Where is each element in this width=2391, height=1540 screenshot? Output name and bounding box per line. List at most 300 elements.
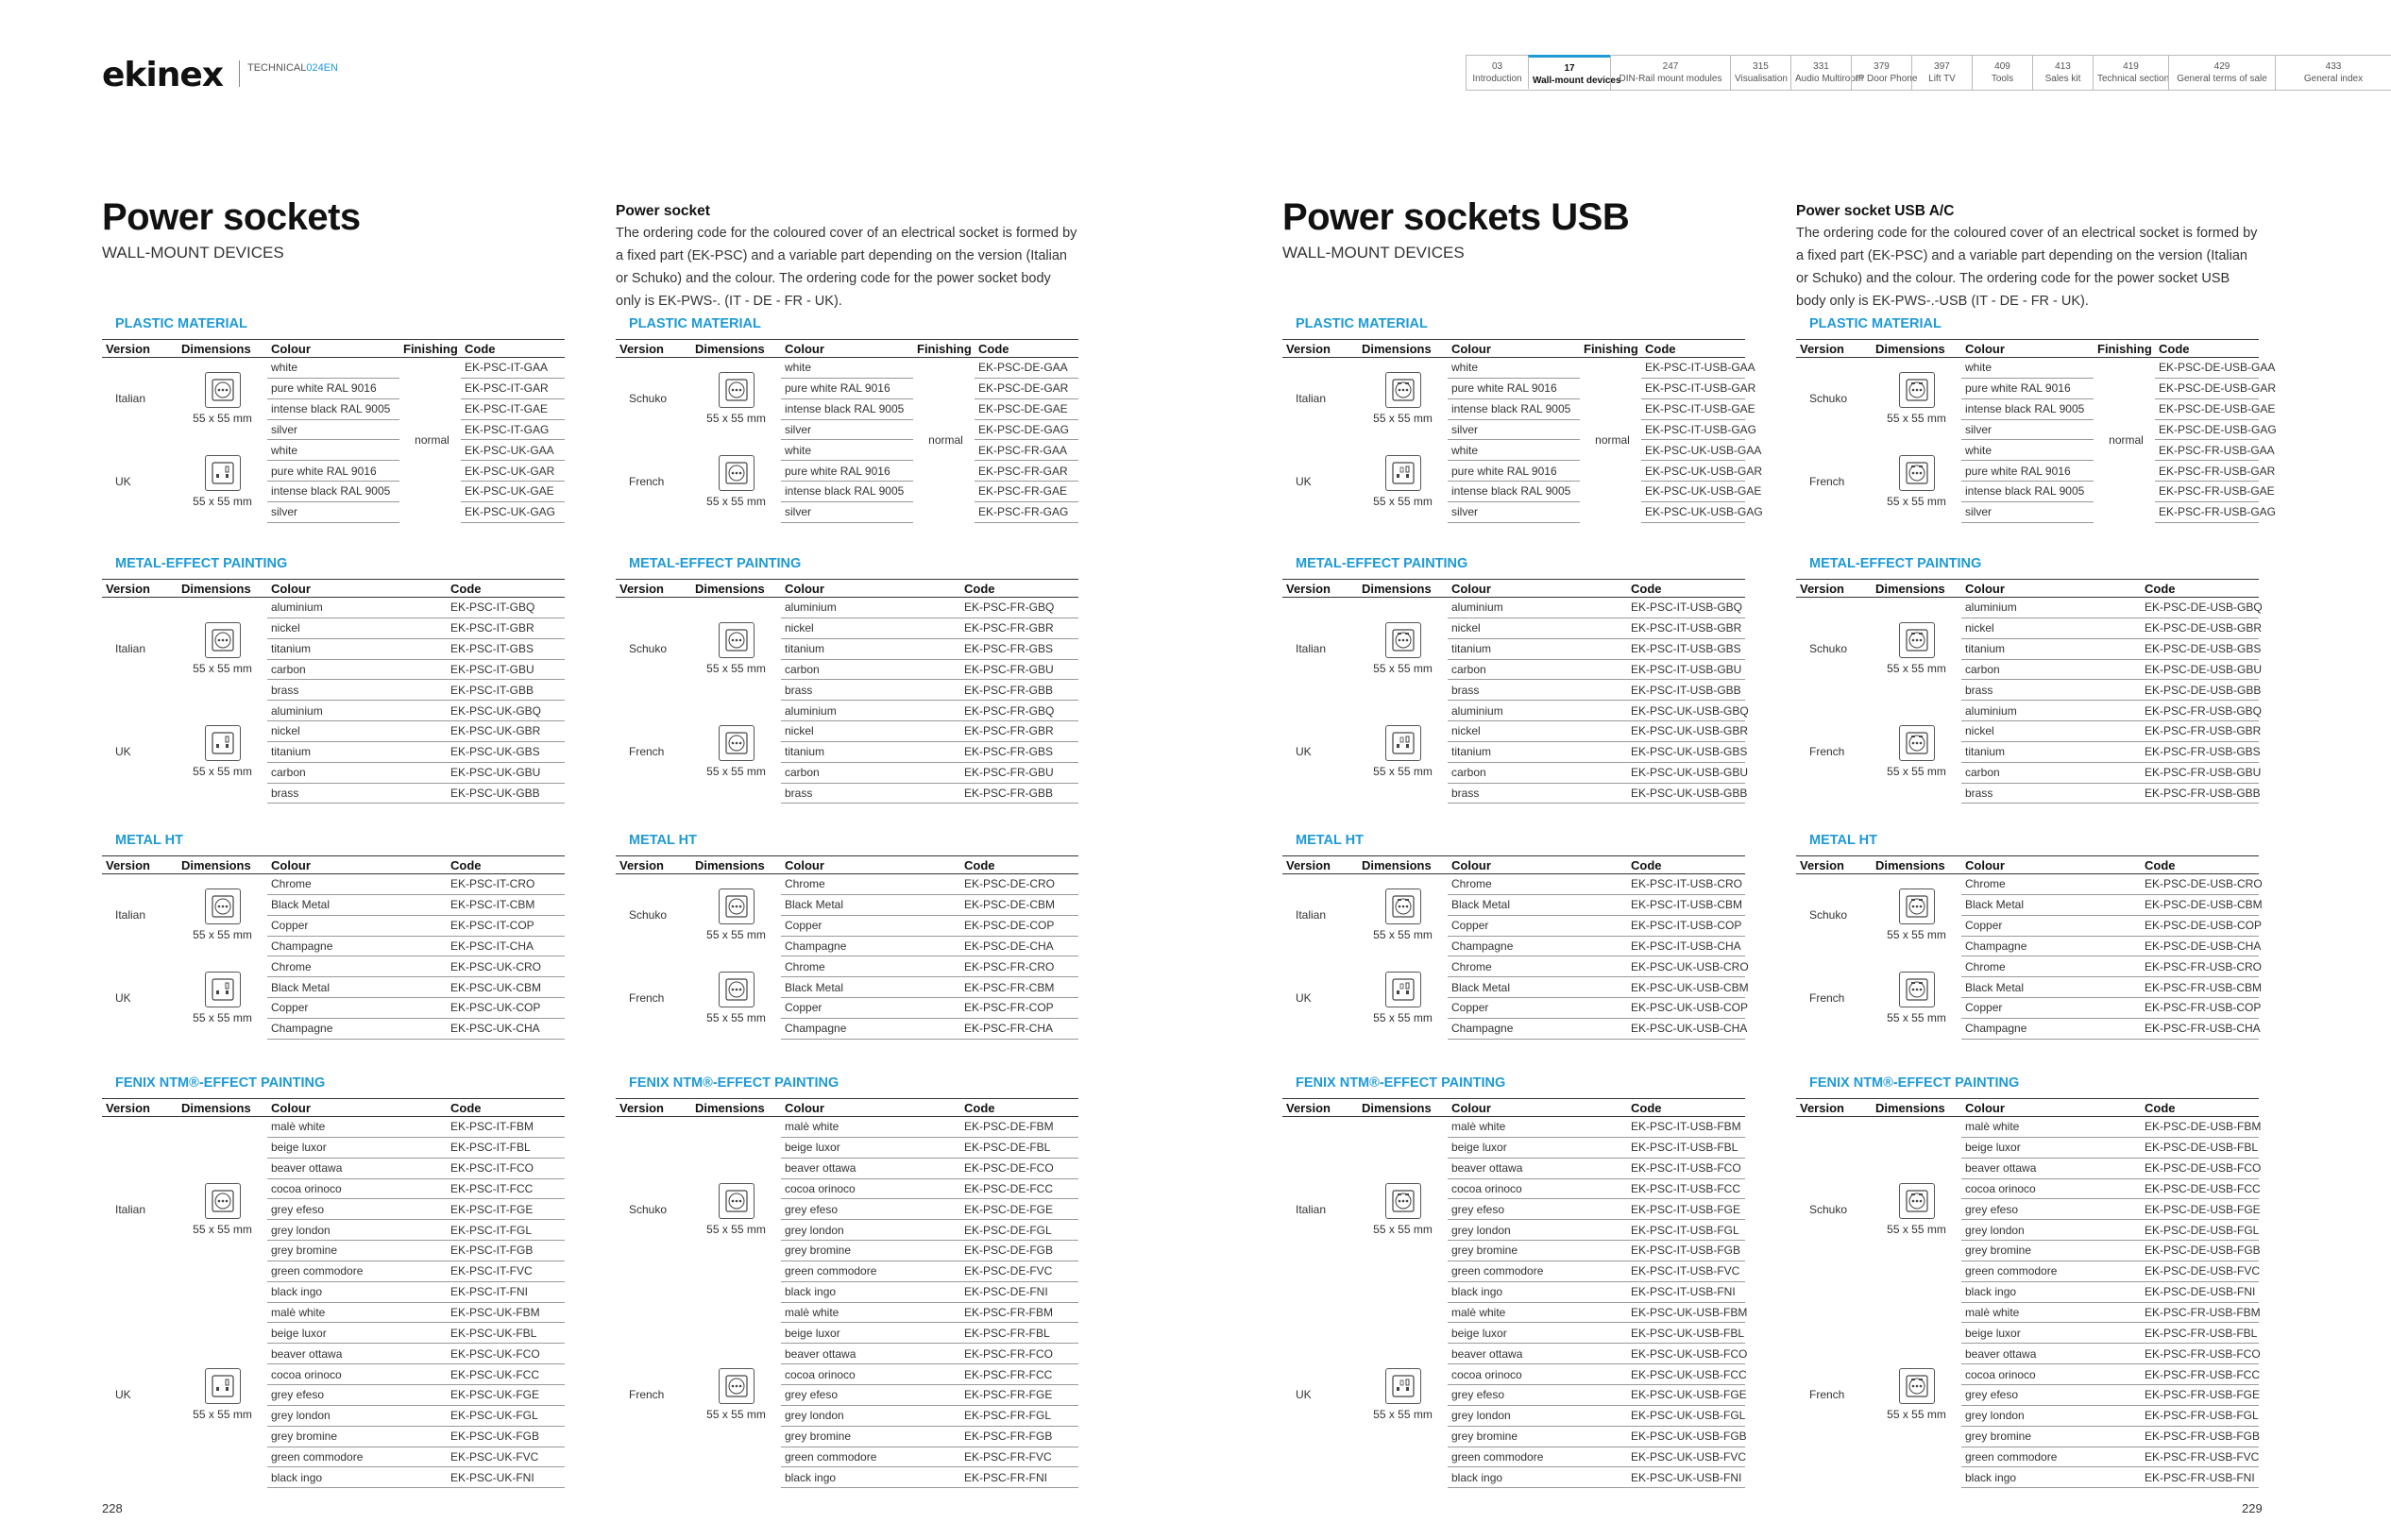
colour-cell: cocoa orinoco bbox=[1448, 1364, 1627, 1385]
logo-divider bbox=[239, 60, 240, 87]
colour-cell: grey london bbox=[781, 1220, 960, 1241]
section-metal-ht bbox=[1796, 831, 2263, 1040]
header-version: Version bbox=[1796, 1099, 1872, 1117]
dimension-cell bbox=[178, 1117, 267, 1303]
colour-cell: Champagne bbox=[1448, 1018, 1627, 1039]
section-title: METAL-EFFECT PAINTING bbox=[1809, 556, 1982, 571]
version-cell: Italian bbox=[115, 642, 146, 656]
dimension-text: 55 x 55 mm bbox=[1887, 928, 1946, 942]
intro-left bbox=[616, 201, 1078, 313]
colour-cell: grey efeso bbox=[781, 1384, 960, 1405]
code-cell: EK-PSC-FR-USB-CHA bbox=[2141, 1018, 2259, 1039]
code-cell: EK-PSC-FR-GAR bbox=[975, 461, 1078, 482]
colour-cell: grey bromine bbox=[781, 1241, 960, 1261]
code-cell: EK-PSC-UK-USB-GAE bbox=[1641, 482, 1745, 502]
code-cell: EK-PSC-UK-USB-FGE bbox=[1627, 1384, 1745, 1405]
code-cell: EK-PSC-UK-USB-FCC bbox=[1627, 1364, 1745, 1385]
section-title: METAL HT bbox=[629, 833, 697, 848]
colour-cell: intense black RAL 9005 bbox=[1448, 482, 1580, 502]
nav-item[interactable] bbox=[2032, 56, 2093, 90]
dimension-cell bbox=[691, 358, 781, 440]
table-row bbox=[1282, 874, 1745, 895]
table-row bbox=[1796, 358, 2259, 379]
uk-socket-icon bbox=[1385, 455, 1421, 491]
section-metal-ht bbox=[102, 831, 565, 1040]
header-code: Code bbox=[2141, 580, 2259, 598]
code-cell: EK-PSC-IT-GBS bbox=[447, 638, 565, 659]
version-cell: UK bbox=[115, 1388, 131, 1402]
dimension-text: 55 x 55 mm bbox=[1887, 662, 1946, 676]
version-cell: Italian bbox=[1296, 392, 1327, 406]
code-cell: EK-PSC-UK-CBM bbox=[447, 977, 565, 998]
version-cell: Schuko bbox=[1809, 392, 1848, 406]
nav-page-number: 397 bbox=[1934, 61, 1950, 72]
header-dimensions: Dimensions bbox=[1358, 340, 1448, 358]
section-title: METAL-EFFECT PAINTING bbox=[1296, 556, 1468, 571]
colour-cell: grey efeso bbox=[781, 1199, 960, 1220]
table-header bbox=[1282, 856, 1745, 874]
colour-cell: aluminium bbox=[1448, 701, 1627, 721]
colour-cell: Champagne bbox=[1961, 936, 2141, 956]
version-cell: French bbox=[629, 990, 665, 1005]
colour-cell: intense black RAL 9005 bbox=[1961, 482, 2094, 502]
nav-page-number: 315 bbox=[1753, 61, 1769, 72]
code-table bbox=[102, 339, 565, 523]
colour-cell: cocoa orinoco bbox=[781, 1178, 960, 1199]
code-cell: EK-PSC-UK-FBM bbox=[447, 1302, 565, 1323]
intro-text: The ordering code for the coloured cover of an electrical socket is formed by a fixed part (EK-PSC) and a variable part depending on the version (Italian or Schuko) and the colour. The ordering code for the power socket USB body only is EK-PWS-.-USB (IT - DE - FR - UK). bbox=[1796, 226, 2258, 309]
colour-cell: grey bromine bbox=[1961, 1426, 2141, 1447]
colour-cell: green commodore bbox=[267, 1447, 447, 1467]
round-socket-icon bbox=[205, 372, 241, 408]
colour-cell: black ingo bbox=[781, 1467, 960, 1488]
code-cell: EK-PSC-UK-FNI bbox=[447, 1467, 565, 1488]
code-cell: EK-PSC-UK-CHA bbox=[447, 1018, 565, 1039]
code-cell: EK-PSC-IT-USB-FNI bbox=[1627, 1281, 1745, 1302]
nav-item[interactable] bbox=[2275, 56, 2391, 90]
nav-item[interactable] bbox=[1911, 56, 1972, 90]
colour-cell: Black Metal bbox=[1448, 977, 1627, 998]
header-version: Version bbox=[616, 856, 691, 874]
table-header bbox=[102, 340, 565, 358]
code-cell: EK-PSC-UK-GBQ bbox=[447, 701, 565, 721]
header-dimensions: Dimensions bbox=[1358, 1099, 1448, 1117]
nav-item[interactable] bbox=[1790, 56, 1864, 90]
round-socket-icon bbox=[719, 1183, 755, 1219]
version-cell: UK bbox=[115, 474, 131, 488]
code-cell: EK-PSC-DE-USB-GAG bbox=[2155, 419, 2259, 440]
dimension-cell bbox=[1872, 1302, 1961, 1488]
colour-cell: black ingo bbox=[267, 1281, 447, 1302]
colour-cell: nickel bbox=[1448, 618, 1627, 638]
dimension-cell bbox=[1872, 956, 1961, 1039]
code-cell: EK-PSC-FR-FCO bbox=[960, 1344, 1078, 1364]
colour-cell: brass bbox=[1448, 680, 1627, 701]
round-socket-icon bbox=[1385, 622, 1421, 658]
dimension-text: 55 x 55 mm bbox=[193, 412, 252, 426]
colour-cell: intense black RAL 9005 bbox=[1961, 398, 2094, 419]
code-cell: EK-PSC-FR-USB-FGL bbox=[2141, 1405, 2259, 1426]
version-cell: Italian bbox=[1296, 642, 1327, 656]
header-colour: Colour bbox=[1448, 340, 1580, 358]
code-cell: EK-PSC-UK-USB-CRO bbox=[1627, 956, 1745, 977]
code-cell: EK-PSC-FR-FGB bbox=[960, 1426, 1078, 1447]
dimension-cell bbox=[691, 1117, 781, 1303]
code-cell: EK-PSC-IT-GBB bbox=[447, 680, 565, 701]
table-row bbox=[102, 874, 565, 895]
colour-cell: aluminium bbox=[267, 598, 447, 618]
code-cell: EK-PSC-FR-GAG bbox=[975, 501, 1078, 522]
header-version: Version bbox=[1796, 856, 1872, 874]
code-cell: EK-PSC-FR-USB-FVC bbox=[2141, 1447, 2259, 1467]
round-socket-icon bbox=[1899, 455, 1935, 491]
table-row bbox=[1796, 598, 2259, 618]
code-cell: EK-PSC-IT-USB-FBL bbox=[1627, 1137, 1745, 1158]
nav-item[interactable] bbox=[1730, 56, 1790, 90]
finishing-cell: normal bbox=[928, 433, 963, 448]
table-row bbox=[616, 874, 1078, 895]
dimension-cell bbox=[1358, 598, 1448, 701]
code-cell: EK-PSC-UK-USB-GBB bbox=[1627, 783, 1745, 804]
colour-cell: carbon bbox=[267, 762, 447, 783]
round-socket-icon bbox=[1385, 1183, 1421, 1219]
code-cell: EK-PSC-UK-USB-FGB bbox=[1627, 1426, 1745, 1447]
section-title: METAL-EFFECT PAINTING bbox=[115, 556, 288, 571]
colour-cell: Copper bbox=[267, 998, 447, 1019]
colour-cell: Chrome bbox=[1448, 874, 1627, 895]
header-colour: Colour bbox=[781, 340, 913, 358]
code-cell: EK-PSC-DE-FBM bbox=[960, 1117, 1078, 1138]
colour-cell: pure white RAL 9016 bbox=[267, 461, 399, 482]
code-cell: EK-PSC-IT-USB-CBM bbox=[1627, 894, 1745, 915]
nav-item[interactable] bbox=[2093, 56, 2168, 90]
dimension-text: 55 x 55 mm bbox=[1373, 1010, 1433, 1024]
code-cell: EK-PSC-UK-USB-GAA bbox=[1641, 440, 1745, 461]
colour-cell: pure white RAL 9016 bbox=[781, 378, 913, 398]
round-socket-icon bbox=[719, 372, 755, 408]
colour-cell: titanium bbox=[1961, 638, 2141, 659]
header-colour: Colour bbox=[1961, 1099, 2141, 1117]
table-header bbox=[1796, 856, 2259, 874]
header-finishing: Finishing bbox=[399, 340, 461, 358]
code-cell: EK-PSC-DE-FBL bbox=[960, 1137, 1078, 1158]
dimension-cell bbox=[1358, 358, 1448, 440]
colour-cell: grey london bbox=[1448, 1405, 1627, 1426]
colour-cell: grey bromine bbox=[1448, 1241, 1627, 1261]
code-cell: EK-PSC-DE-CRO bbox=[960, 874, 1078, 895]
code-cell: EK-PSC-UK-GBR bbox=[447, 721, 565, 742]
dimension-cell bbox=[178, 874, 267, 956]
code-cell: EK-PSC-FR-USB-FCC bbox=[2141, 1364, 2259, 1385]
colour-cell: black ingo bbox=[1961, 1467, 2141, 1488]
dimension-text: 55 x 55 mm bbox=[1373, 662, 1433, 676]
header-colour: Colour bbox=[1448, 580, 1627, 598]
colour-cell: black ingo bbox=[781, 1281, 960, 1302]
header-colour: Colour bbox=[1961, 856, 2141, 874]
code-cell: EK-PSC-FR-GBR bbox=[960, 721, 1078, 742]
page-title-right: Power sockets USB bbox=[1282, 196, 1630, 238]
colour-cell: silver bbox=[267, 419, 399, 440]
nav-label: General index bbox=[2303, 74, 2364, 84]
colour-cell: malè white bbox=[1961, 1302, 2141, 1323]
code-cell: EK-PSC-DE-USB-GBQ bbox=[2141, 598, 2259, 618]
header-finishing: Finishing bbox=[2094, 340, 2155, 358]
code-cell: EK-PSC-IT-FGB bbox=[447, 1241, 565, 1261]
colour-cell: pure white RAL 9016 bbox=[267, 378, 399, 398]
nav-label: Lift TV bbox=[1928, 74, 1956, 84]
header-dimensions: Dimensions bbox=[691, 1099, 781, 1117]
code-cell: EK-PSC-FR-CRO bbox=[960, 956, 1078, 977]
nav-label: Introduction bbox=[1472, 74, 1522, 84]
code-table bbox=[1282, 855, 1749, 1040]
dimension-cell bbox=[178, 598, 267, 701]
code-cell: EK-PSC-IT-GAR bbox=[461, 378, 565, 398]
intro-heading: Power socket USB A/C bbox=[1796, 203, 1955, 219]
section-title: FENIX NTM®-EFFECT PAINTING bbox=[1296, 1075, 1506, 1091]
nav-page-number: 409 bbox=[1994, 61, 2010, 72]
section-plastic bbox=[1282, 314, 1763, 523]
colour-cell: cocoa orinoco bbox=[1961, 1178, 2141, 1199]
dimension-text: 55 x 55 mm bbox=[706, 765, 766, 779]
header-code: Code bbox=[461, 340, 565, 358]
colour-cell: intense black RAL 9005 bbox=[267, 482, 399, 502]
nav-item[interactable] bbox=[1972, 56, 2032, 90]
nav-item[interactable] bbox=[1851, 56, 1918, 90]
table-header bbox=[616, 580, 1078, 598]
nav-item[interactable] bbox=[1610, 56, 1730, 90]
dimension-cell bbox=[691, 956, 781, 1039]
code-cell: EK-PSC-UK-USB-GBQ bbox=[1627, 701, 1745, 721]
colour-cell: black ingo bbox=[1961, 1281, 2141, 1302]
nav-item[interactable] bbox=[1466, 56, 1528, 90]
version-cell: UK bbox=[1296, 745, 1312, 759]
dimension-text: 55 x 55 mm bbox=[1373, 765, 1433, 779]
code-cell: EK-PSC-IT-FGL bbox=[447, 1220, 565, 1241]
code-cell: EK-PSC-UK-FGB bbox=[447, 1426, 565, 1447]
dimension-text: 55 x 55 mm bbox=[706, 1010, 766, 1024]
code-cell: EK-PSC-FR-GAE bbox=[975, 482, 1078, 502]
code-cell: EK-PSC-IT-USB-COP bbox=[1627, 915, 1745, 936]
code-cell: EK-PSC-FR-GBS bbox=[960, 638, 1078, 659]
code-cell: EK-PSC-UK-CRO bbox=[447, 956, 565, 977]
code-cell: EK-PSC-UK-USB-GBU bbox=[1627, 762, 1745, 783]
section-title: METAL HT bbox=[1809, 833, 1877, 848]
colour-cell: grey efeso bbox=[1961, 1199, 2141, 1220]
section-plastic bbox=[616, 314, 1078, 523]
code-cell: EK-PSC-FR-GBQ bbox=[960, 701, 1078, 721]
table-header bbox=[616, 856, 1078, 874]
dimension-cell bbox=[178, 701, 267, 804]
round-socket-icon bbox=[1385, 372, 1421, 408]
version-cell: Schuko bbox=[629, 642, 668, 656]
dimension-text: 55 x 55 mm bbox=[706, 1223, 766, 1237]
colour-cell: nickel bbox=[267, 618, 447, 638]
intro-right bbox=[1796, 201, 2259, 313]
code-table bbox=[616, 855, 1078, 1040]
code-cell: EK-PSC-DE-USB-CHA bbox=[2141, 936, 2259, 956]
colour-cell: silver bbox=[1448, 419, 1580, 440]
colour-cell: beaver ottawa bbox=[781, 1344, 960, 1364]
colour-cell: carbon bbox=[781, 762, 960, 783]
code-cell: EK-PSC-FR-GBR bbox=[960, 618, 1078, 638]
header-finishing: Finishing bbox=[1580, 340, 1641, 358]
table-row bbox=[1796, 1302, 2259, 1323]
code-cell: EK-PSC-DE-USB-FNI bbox=[2141, 1281, 2259, 1302]
code-cell: EK-PSC-FR-USB-GBU bbox=[2141, 762, 2259, 783]
code-cell: EK-PSC-UK-USB-CHA bbox=[1627, 1018, 1745, 1039]
nav-item[interactable] bbox=[2168, 56, 2275, 90]
code-cell: EK-PSC-IT-USB-GAG bbox=[1641, 419, 1745, 440]
code-cell: EK-PSC-UK-GAE bbox=[461, 482, 565, 502]
uk-socket-icon bbox=[205, 1368, 241, 1404]
finishing-cell: normal bbox=[1595, 433, 1630, 448]
code-table bbox=[102, 1098, 565, 1488]
code-cell: EK-PSC-FR-COP bbox=[960, 998, 1078, 1019]
header-version: Version bbox=[616, 580, 691, 598]
colour-cell: beige luxor bbox=[781, 1137, 960, 1158]
colour-cell: green commodore bbox=[267, 1261, 447, 1281]
nav-item[interactable] bbox=[1528, 55, 1621, 89]
table-header bbox=[1796, 1099, 2259, 1117]
colour-cell: titanium bbox=[267, 638, 447, 659]
table-row bbox=[102, 358, 565, 379]
colour-cell: Chrome bbox=[781, 874, 960, 895]
colour-cell: green commodore bbox=[1961, 1261, 2141, 1281]
colour-cell: Champagne bbox=[1448, 936, 1627, 956]
code-cell: EK-PSC-UK-USB-GBR bbox=[1627, 721, 1745, 742]
uk-socket-icon bbox=[205, 725, 241, 761]
header-code: Code bbox=[1641, 340, 1745, 358]
colour-cell: nickel bbox=[781, 618, 960, 638]
nav-page-number: 433 bbox=[2325, 61, 2342, 72]
nav-page-number: 17 bbox=[1564, 63, 1575, 74]
table-row bbox=[616, 701, 1078, 721]
dimension-text: 55 x 55 mm bbox=[706, 494, 766, 508]
code-cell: EK-PSC-DE-USB-FGL bbox=[2141, 1220, 2259, 1241]
colour-cell: malè white bbox=[781, 1117, 960, 1138]
table-row bbox=[1282, 1117, 1745, 1138]
header-code: Code bbox=[2141, 856, 2259, 874]
section-metal-effect bbox=[616, 554, 1078, 804]
code-cell: EK-PSC-IT-USB-GBQ bbox=[1627, 598, 1745, 618]
code-cell: EK-PSC-UK-FGL bbox=[447, 1405, 565, 1426]
version-cell: French bbox=[629, 474, 665, 488]
colour-cell: green commodore bbox=[1448, 1261, 1627, 1281]
section-title: METAL-EFFECT PAINTING bbox=[629, 556, 802, 571]
round-socket-icon bbox=[1899, 1368, 1935, 1404]
header-version: Version bbox=[1282, 580, 1358, 598]
code-cell: EK-PSC-DE-USB-GBR bbox=[2141, 618, 2259, 638]
round-socket-icon bbox=[205, 888, 241, 924]
colour-cell: beige luxor bbox=[1961, 1323, 2141, 1344]
code-cell: EK-PSC-DE-USB-FBL bbox=[2141, 1137, 2259, 1158]
dimension-text: 55 x 55 mm bbox=[1887, 494, 1946, 508]
code-cell: EK-PSC-IT-USB-FVC bbox=[1627, 1261, 1745, 1281]
round-socket-icon bbox=[1899, 372, 1935, 408]
code-cell: EK-PSC-IT-FVC bbox=[447, 1261, 565, 1281]
table-row bbox=[102, 598, 565, 618]
code-cell: EK-PSC-DE-CBM bbox=[960, 894, 1078, 915]
code-cell: EK-PSC-IT-USB-GBB bbox=[1627, 680, 1745, 701]
dimension-cell bbox=[1872, 701, 1961, 804]
code-cell: EK-PSC-DE-FCC bbox=[960, 1178, 1078, 1199]
colour-cell: Champagne bbox=[267, 1018, 447, 1039]
colour-cell: beige luxor bbox=[1448, 1137, 1627, 1158]
colour-cell: nickel bbox=[1961, 721, 2141, 742]
dimension-text: 55 x 55 mm bbox=[193, 928, 252, 942]
colour-cell: Black Metal bbox=[1448, 894, 1627, 915]
code-cell: EK-PSC-IT-COP bbox=[447, 915, 565, 936]
code-cell: EK-PSC-DE-USB-GBU bbox=[2141, 659, 2259, 680]
colour-cell: beaver ottawa bbox=[267, 1344, 447, 1364]
code-cell: EK-PSC-IT-GAA bbox=[461, 358, 565, 379]
code-cell: EK-PSC-IT-USB-GAA bbox=[1641, 358, 1745, 379]
header-code: Code bbox=[2155, 340, 2259, 358]
nav-label: Wall-mount devices bbox=[1533, 76, 1621, 86]
round-socket-icon bbox=[1899, 888, 1935, 924]
code-cell: EK-PSC-IT-USB-CRO bbox=[1627, 874, 1745, 895]
colour-cell: beige luxor bbox=[1961, 1137, 2141, 1158]
colour-cell: brass bbox=[781, 783, 960, 804]
round-socket-icon bbox=[1899, 622, 1935, 658]
header-dimensions: Dimensions bbox=[1358, 856, 1448, 874]
colour-cell: grey london bbox=[1961, 1220, 2141, 1241]
table-row bbox=[616, 598, 1078, 618]
table-row bbox=[1796, 1117, 2259, 1138]
section-title: FENIX NTM®-EFFECT PAINTING bbox=[115, 1075, 326, 1091]
round-socket-icon bbox=[719, 622, 755, 658]
colour-cell: nickel bbox=[1961, 618, 2141, 638]
version-cell: Italian bbox=[115, 908, 146, 922]
section-fenix bbox=[1282, 1074, 1748, 1488]
colour-cell: titanium bbox=[267, 741, 447, 762]
version-cell: UK bbox=[1296, 1388, 1312, 1402]
header-colour: Colour bbox=[267, 580, 447, 598]
code-cell: EK-PSC-UK-USB-FBL bbox=[1627, 1323, 1745, 1344]
colour-cell: malè white bbox=[1448, 1117, 1627, 1138]
header-version: Version bbox=[102, 1099, 178, 1117]
code-cell: EK-PSC-FR-GBS bbox=[960, 741, 1078, 762]
colour-cell: white bbox=[1448, 358, 1580, 379]
colour-cell: aluminium bbox=[1448, 598, 1627, 618]
colour-cell: beaver ottawa bbox=[1961, 1344, 2141, 1364]
code-cell: EK-PSC-IT-USB-FGE bbox=[1627, 1199, 1745, 1220]
header-version: Version bbox=[1796, 580, 1872, 598]
code-cell: EK-PSC-FR-USB-GAA bbox=[2155, 440, 2259, 461]
code-cell: EK-PSC-IT-FNI bbox=[447, 1281, 565, 1302]
code-cell: EK-PSC-IT-USB-GBS bbox=[1627, 638, 1745, 659]
table-row bbox=[1282, 701, 1745, 721]
code-cell: EK-PSC-IT-FBM bbox=[447, 1117, 565, 1138]
nav-label: Technical section bbox=[2097, 74, 2170, 84]
nav-label: Tools bbox=[1991, 74, 2014, 84]
page-number-right: 229 bbox=[2242, 1501, 2263, 1515]
header-colour: Colour bbox=[1961, 580, 2141, 598]
colour-cell: intense black RAL 9005 bbox=[781, 398, 913, 419]
code-cell: EK-PSC-FR-USB-FNI bbox=[2141, 1467, 2259, 1488]
code-cell: EK-PSC-UK-USB-FNI bbox=[1627, 1467, 1745, 1488]
round-socket-icon bbox=[719, 972, 755, 1007]
colour-cell: black ingo bbox=[1448, 1467, 1627, 1488]
code-cell: EK-PSC-DE-USB-FGE bbox=[2141, 1199, 2259, 1220]
colour-cell: pure white RAL 9016 bbox=[1448, 461, 1580, 482]
code-cell: EK-PSC-IT-USB-GAE bbox=[1641, 398, 1745, 419]
dimension-text: 55 x 55 mm bbox=[1887, 765, 1946, 779]
code-cell: EK-PSC-FR-GBQ bbox=[960, 598, 1078, 618]
code-cell: EK-PSC-FR-GAA bbox=[975, 440, 1078, 461]
colour-cell: intense black RAL 9005 bbox=[267, 398, 399, 419]
header-code: Code bbox=[447, 580, 565, 598]
